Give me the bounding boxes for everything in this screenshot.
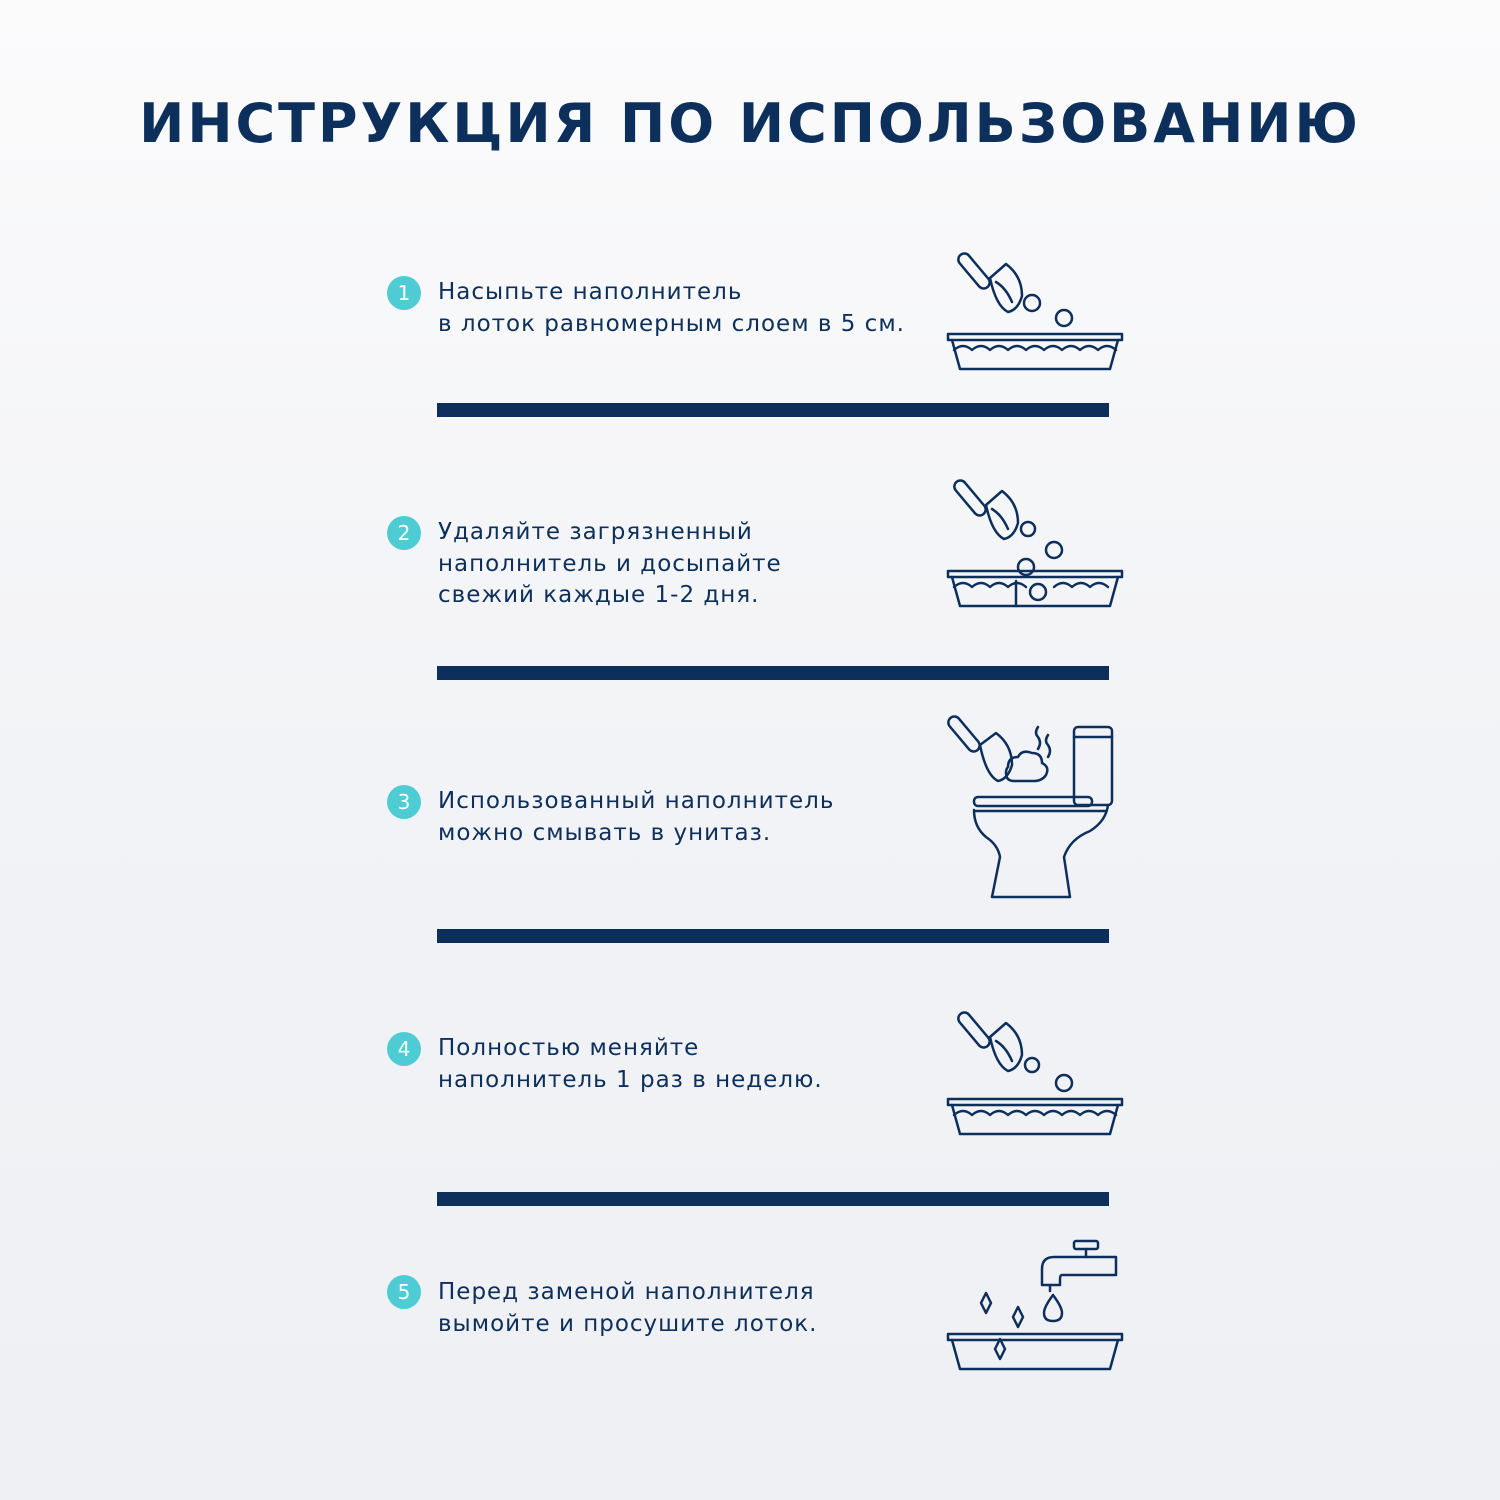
step-text-line: наполнитель и досыпайте [438,550,782,577]
wash-tray-icon [940,1235,1140,1380]
toilet-flush-icon [940,707,1140,902]
divider [437,929,1109,943]
scoop-pour-icon [940,995,1140,1145]
divider [437,403,1109,417]
step-text-line: вымойте и просушите лоток. [438,1310,818,1337]
scoop-pour-icon [940,230,1140,380]
step-text-line: Использованный наполнитель [438,788,835,814]
step-text [438,517,938,612]
scoop-clump-icon [940,467,1140,617]
step-text [438,277,938,340]
step-text-line: можно смывать в унитаз. [438,819,772,846]
divider [437,1192,1109,1206]
page-title: ИНСТРУКЦИЯ ПО ИСПОЛЬЗОВАНИЮ [139,92,1361,155]
step-number-badge: 2 [387,516,421,550]
step-text-line: Полностью меняйте [438,1035,700,1061]
step-text-line: Удаляйте загрязненный [438,519,753,545]
step-text-line: Перед заменой наполнителя [438,1279,815,1305]
step-text [438,1277,938,1340]
step-text [438,1033,938,1096]
step-number-badge: 3 [387,785,421,819]
step-text-line: наполнитель 1 раз в неделю. [438,1066,823,1093]
step-text-line: свежий каждые 1-2 дня. [438,582,760,608]
step-number-badge: 5 [387,1275,421,1309]
step-number-badge: 4 [387,1032,421,1066]
step-text [438,786,938,849]
step-text-line: Насыпьте наполнитель [438,279,743,305]
step-number-badge: 1 [387,276,421,310]
step-text-line: в лоток равномерным слоем в 5 см. [438,310,905,337]
divider [437,666,1109,680]
